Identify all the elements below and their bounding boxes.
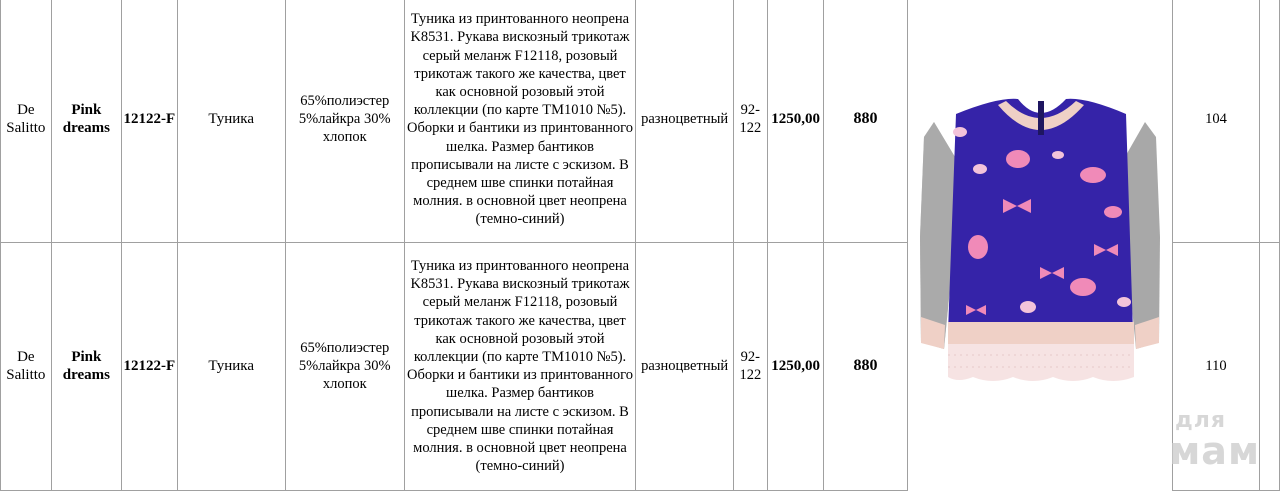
brand-cell: De Salitto [1, 242, 52, 490]
description-cell: Туника из принтованного неопрена K8531. Рукава вискозный трикотаж серый меланж F12118, розовый трикотаж такого же качества, цвет как основной розовый этой коллекции (по карте TM1010 №5). Оборки и бантики из принтованного шелка. Размер бантиков прописывали на листе с эскизом. В среднем шве спинки потайная молния. в основной цвет неопрена (темно-синий) [404, 242, 635, 490]
composition-cell: 65%полиэстер 5%лайкра 30% хлопок [285, 242, 404, 490]
price-cell: 1250,00 [767, 0, 824, 242]
size-cell: 104 [1172, 0, 1260, 242]
name-cell: Туника [177, 0, 285, 242]
discount-price-cell: 880 [824, 242, 907, 490]
product-image [908, 0, 1172, 485]
brand-cell: De Salitto [1, 0, 52, 242]
description-cell: Туника из принтованного неопрена K8531. Рукава вискозный трикотаж серый меланж F12118, розовый трикотаж такого же качества, цвет как основной розовый этой коллекции (по карте TM1010 №5). Оборки и бантики из принтованного шелка. Размер бантиков прописывали на листе с эскизом. В среднем шве спинки потайная молния. в основной цвет неопрена (темно-синий) [404, 0, 635, 242]
collection-cell: Pink dreams [51, 0, 121, 242]
discount-price-cell: 880 [824, 0, 907, 242]
collection-cell: Pink dreams [51, 242, 121, 490]
watermark-line1: для [1174, 408, 1226, 433]
article-cell: 12122-F [122, 0, 178, 242]
sizes-cell: 92-122 [733, 0, 767, 242]
name-cell: Туника [177, 242, 285, 490]
product-image-cell [907, 0, 1172, 490]
color-cell: разноцветный [636, 242, 734, 490]
composition-cell: 65%полиэстер 5%лайкра 30% хлопок [285, 0, 404, 242]
edge-cell [1260, 242, 1280, 490]
color-cell: разноцветный [636, 0, 734, 242]
table-row [1, 0, 1280, 242]
size-cell: 110 [1172, 242, 1260, 490]
price-cell: 1250,00 [767, 242, 824, 490]
watermark-line2: мам [1169, 429, 1260, 473]
watermark-logo [1169, 408, 1260, 473]
sizes-cell: 92-122 [733, 242, 767, 490]
article-cell: 12122-F [122, 242, 178, 490]
edge-cell [1260, 0, 1280, 242]
